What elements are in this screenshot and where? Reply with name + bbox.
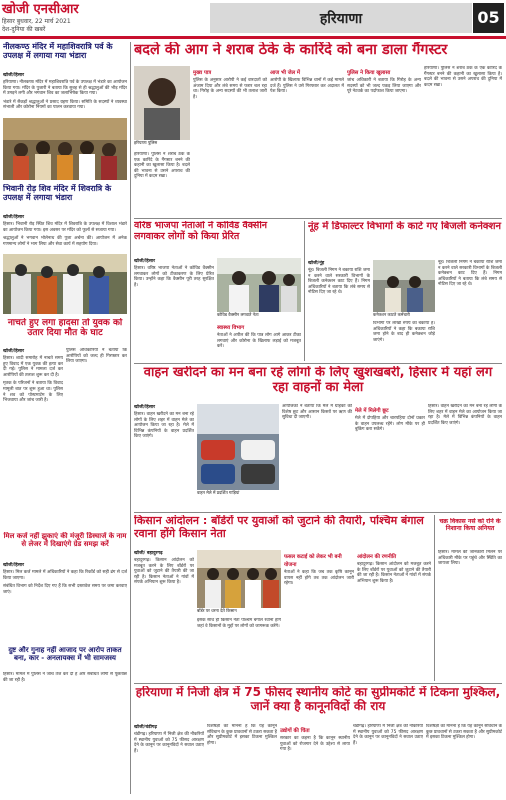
vehicle-col3 xyxy=(282,404,352,508)
power-text1: नूंह। बिजली निगम ने बकाया राशि जमा न करने वाले सरकारी विभागों के बिजली कनेक्शन काट दिए हैं। निगम अधिकारियों ने बताया कि लंबे समय से नोटिस दिए जा रहे थे। xyxy=(308,268,370,296)
vaccine-col1 xyxy=(134,258,214,360)
power-photo-caption: कनेक्शन काटते कर्मचारी xyxy=(373,312,435,320)
vehicle-text1-cont: हिसार। वाहन खरीदने का मन बना रहे लोगों के लिए शहर में वाहन मेले का आयोजन किया जा रहा है। मेले में विभिन्न कंपनियों के वाहन प्रदर्शित किए जाएंगे। xyxy=(428,404,502,426)
lead-text1: हरियाणा। पुलिस ने शराब ठेके के एक कारिंदे के गैंगस्टर बनने की कहानी का खुलासा किया है। बदले की भावना से उसने अपराध की दुनिया में कदम रखा। xyxy=(134,152,190,180)
quota-text2: विशेषज्ञों का मानना है कि यह कानून संविधान के कुछ प्रावधानों से टकरा सकता है और सुप्रीमकोर्ट में इसका टिकना मुश्किल होगा। xyxy=(207,724,277,746)
story4-headline: मिल कर्ज नहीं झुकाएं की मंजूरी डिस्चार्ज के नाम से लेजर में दिखाएंगे ग्रेड समझ करें xyxy=(3,532,127,549)
vehicle-byline: खोजी/हिसार xyxy=(134,405,156,410)
side-text1: हिसार। मामले की जानकारी मिलने पर अधिकारी मौके पर पहुंचे और स्थिति का जायजा लिया। xyxy=(438,550,502,567)
vaccine-text2: नेताओं ने अपील की कि पात्र लोग आगे आकर टीका लगवाएं और कोरोना के खिलाफ लड़ाई को मजबूत करें। xyxy=(217,333,301,350)
vehicle-col1 xyxy=(134,404,194,508)
divider-vehicle xyxy=(134,363,502,364)
story1-body xyxy=(3,72,127,116)
quota-col4 xyxy=(353,724,423,796)
power-photo xyxy=(373,260,435,312)
story4-byline: खोजी/हिसार xyxy=(3,563,25,568)
quota-byline: खोजी/चंडीगढ़ xyxy=(134,725,157,730)
story2-photo-art xyxy=(3,254,127,314)
story5-body xyxy=(3,672,127,794)
power-byline: खोजी/नूंह xyxy=(308,261,325,266)
vehicle-photo-caption: वाहन मेले में प्रदर्शित गाड़ियां xyxy=(197,490,279,498)
quota-text3: सरकार का कहना है कि कानून स्थानीय युवाओं को रोजगार देने के उद्देश्य से लाया गया है। xyxy=(280,736,350,753)
story2-text1: हिसार। भिवानी रोड़ स्थित शिव मंदिर में शिवरात्रि के उपलक्ष में विशाल भंडारे का आयोजन किया गया। इस अवसर पर मंदिर को फूलों से सजाया गया। xyxy=(3,222,127,233)
subline: देश-दुनिया की खबरें xyxy=(2,26,46,33)
column-divider xyxy=(130,42,131,794)
vaccine-text1: हिसार। वरिष्ठ भाजपा नेताओं ने कोविड वैक्सीन लगवाकर लोगों को टीकाकरण के लिए प्रेरित किया। उन्होंने कहा कि वैक्सीन पूरी तरह सुरक्षित है। xyxy=(134,266,214,288)
vaccine-headline: वरिष्ठ भाजपा नेताओं ने कोविड वैक्सीन लगवाकर लोगों को किया प्रेरित xyxy=(134,221,268,242)
lead-photo-art xyxy=(134,66,190,140)
vehicle-headline: वाहन खरीदने का मन बना रहे लोगों के लिए खुशखबरी, हिसार में यहां लग रहा वाहनों का मेला xyxy=(143,366,493,395)
vehicle-text3: मेले में दोपहिया और चारपहिया दोनों प्रकार के वाहन उपलब्ध रहेंगे। लोग मौके पर ही बुकिंग करा सकेंगे। xyxy=(355,416,425,433)
lead-col3 xyxy=(270,66,344,216)
divider-vaccine-power xyxy=(304,221,305,361)
lead-headline: बदले की आग ने शराब ठेके के कारिंदे को बना डाला गैंगस्टर xyxy=(134,42,448,58)
divider-side xyxy=(434,515,435,681)
story2-text2: श्रद्धालुओं ने भगवान भोलेनाथ की पूजा अर्चना की। आयोजन में अनेक गणमान्य लोगों ने भाग लिया और सेवा कार्य में सहयोग दिया। xyxy=(3,236,127,247)
farmer-box-title: फसल कटाई को लेकर भी बनी योजना xyxy=(284,554,342,568)
power-text1-cont: नूंह। बिजली निगम ने बकाया राशि जमा न करने वाले सरकारी विभागों के बिजली कनेक्शन काट दिए हैं। निगम अधिकारियों ने बताया कि लंबे समय से नोटिस दिए जा रहे थे। xyxy=(438,260,502,288)
lead-text2: पुलिस के अनुसार आरोपी ने कई वारदातों को अंजाम दिया और लंबे समय से फरार चल रहा था। गिरोह के अन्य सदस्यों की भी तलाश जारी है। xyxy=(193,78,267,100)
vaccine-photo-caption: कोविड वैक्सीन लगवाते नेता xyxy=(217,312,301,320)
farmer-headline: किसान आंदोलन : बॉर्डरों पर युवाओं को जुटाने की तैयारी, पश्चिम बंगाल रवाना होंगे किसान नेता xyxy=(134,515,424,540)
quota-col3 xyxy=(280,724,350,796)
lead-sub2: आज भी जेल में xyxy=(270,70,301,76)
quota-text1: चंडीगढ़। हरियाणा में निजी क्षेत्र की नौकरियों में स्थानीय युवाओं को 75 फीसद आरक्षण देने के कानून पर कानूनविदों ने सवाल उठाए हैं। xyxy=(134,732,204,754)
story3-headline: नाचते हुए लगा हादसा तो युवक को उतार दिया मौत के घाट xyxy=(7,318,123,339)
story1-photo-art xyxy=(3,118,127,180)
lead-col5 xyxy=(424,66,502,216)
quota-col1 xyxy=(134,724,204,796)
story5-headline: दुष्ट और गुनाह नहीं आजाद पर आरोप ताकत बना, कार - अनलायक्स में भी सामजस्य xyxy=(8,646,122,663)
farmer-photo xyxy=(197,550,281,608)
vaccine-byline: खोजी/हिसार xyxy=(134,259,156,264)
quota-text2-cont: विशेषज्ञों का मानना है कि यह कानून संविधान के कुछ प्रावधानों से टकरा सकता है और सुप्रीमकोर्ट में इसका टिकना मुश्किल होगा। xyxy=(426,724,502,741)
story2-photo xyxy=(3,254,127,314)
farmer-sub: आंदोलन की रणनीति xyxy=(357,554,397,560)
story4-text2: संबंधित विभाग को निर्देश दिए गए हैं कि सभी दस्तावेज समय पर जमा करवाए जाएं। xyxy=(3,584,127,595)
masthead-rule xyxy=(0,36,506,39)
lead-text1-cont: हरियाणा। पुलिस ने शराब ठेके के एक कारिंदे के गैंगस्टर बनने की कहानी का खुलासा किया है। बदले की भावना से उसने अपराध की दुनिया में कदम रखा। xyxy=(424,66,502,88)
quota-sub: उद्योगों की चिंता xyxy=(280,728,310,734)
story2-body xyxy=(3,214,127,252)
lead-photo-caption: हरियाणा पुलिस xyxy=(134,140,190,150)
farmer-text2: इसके साथ ही किसान नेता पश्चिम बंगाल रवाना होंगे जहां वे किसानों के मुद्दों पर लोगों को जागरूक करेंगे। xyxy=(197,618,281,629)
lead-col4 xyxy=(347,66,421,216)
story5-text1: हिसार। मामले में पुलिस ने जांच तेज कर दी है और संबंधित लोगों से पूछताछ की जा रही है। xyxy=(3,672,127,683)
story3-body-col1 xyxy=(3,348,63,528)
power-headline: नूंह में डिफाल्टर विभागों के काटे गए बिजली कनेक्शन xyxy=(308,221,502,232)
story4-body xyxy=(3,562,127,642)
quota-headline: हरियाणा में निजी क्षेत्र में 75 फीसद स्थानीय कोटे का सुप्रीमकोर्ट में टिकना मुश्किल, जानें क्या है कानूनविदों की राय xyxy=(135,686,501,713)
story1-photo xyxy=(3,118,127,180)
farmer-text1: बहादुरगढ़। किसान आंदोलन को मजबूत करने के लिए बॉर्डरों पर युवाओं को जुटाने की तैयारी की जा रही है। किसान नेताओं ने गांवों में संपर्क अभियान शुरू किया है। xyxy=(134,558,194,586)
quota-text1-cont: चंडीगढ़। हरियाणा में निजी क्षेत्र की नौकरियों में स्थानीय युवाओं को 75 फीसद आरक्षण देने के कानून पर कानूनविदों ने सवाल उठाए हैं। xyxy=(353,724,423,746)
divider-farmer xyxy=(134,512,502,513)
story2-byline: खोजी/हिसार xyxy=(3,215,25,220)
divider-lead xyxy=(134,218,502,219)
lead-col2 xyxy=(193,66,267,216)
power-col1 xyxy=(308,260,370,360)
power-photo-art xyxy=(373,260,435,312)
side-body xyxy=(438,550,502,680)
story3-body-col2 xyxy=(66,348,127,528)
story3-byline: खोजी/हिसार xyxy=(3,349,25,354)
lead-text3: आरोपी के खिलाफ विभिन्न थानों में कई मामले दर्ज हैं। पुलिस ने उसे गिरफ्तार कर अदालत में पेश किया। xyxy=(270,78,344,95)
vehicle-photo xyxy=(197,404,279,490)
vehicle-photo-art xyxy=(197,404,279,490)
vehicle-col5 xyxy=(428,404,502,508)
farmer-col4 xyxy=(357,550,431,680)
story3-text2: मृतक के परिजनों ने बताया कि विवाद मामूली बात पर शुरू हुआ था। पुलिस ने शव को पोस्टमार्टम के लिए भिजवाया और जांच जारी है। xyxy=(3,381,63,404)
vehicle-col4 xyxy=(355,404,425,508)
vehicle-sub: मेले में मिलेगी छूट xyxy=(355,408,389,414)
farmer-col3 xyxy=(284,550,354,680)
lead-text4: जांच अधिकारी ने बताया कि गिरोह के अन्य सदस्यों को भी जल्द पकड़ लिया जाएगा और पूरे नेटवर्क का पर्दाफाश किया जाएगा। xyxy=(347,78,421,95)
lead-sub3: पुलिस ने किया खुलासा xyxy=(347,70,391,76)
story1-text2: भंडारे में सैकड़ों श्रद्धालुओं ने प्रसाद ग्रहण किया। समिति के सदस्यों ने व्यवस्था संभाली और कोरोना नियमों का पालन करवाया गया। xyxy=(3,99,127,111)
vaccine-col2 xyxy=(217,321,301,361)
quota-col5 xyxy=(426,724,502,796)
farmer-byline: खोजी/ बहादुरगढ़ xyxy=(134,551,163,556)
story1-headline: नीलकण्ठ मंदिर में महाशिवरात्रि पर्व के उपलक्ष में लगाया गया भंडारा xyxy=(3,42,113,61)
power-col3 xyxy=(438,260,502,360)
lead-photo xyxy=(134,66,190,140)
farmer-col1 xyxy=(134,550,194,680)
section-band xyxy=(210,3,472,33)
page-number: 05 xyxy=(473,3,504,33)
vehicle-text2: आयोजकों ने बताया कि मेले में ग्राहकों को विशेष छूट और आसान किस्तों पर ऋण की सुविधा दी जाएगी। xyxy=(282,404,352,421)
lead-sub1: मुख्य पात्र xyxy=(193,70,212,76)
farmer-text1-cont: बहादुरगढ़। किसान आंदोलन को मजबूत करने के लिए बॉर्डरों पर युवाओं को जुटाने की तैयारी की जा रही है। किसान नेताओं ने गांवों में संपर्क अभियान शुरू किया है। xyxy=(357,562,431,584)
vaccine-photo-art xyxy=(217,258,301,312)
masthead-brand-block xyxy=(2,2,208,38)
story3-text3: पुलिस अधिकारियों ने बताया कि आरोपियों को जल्द ही गिरफ्तार कर लिया जाएगा। xyxy=(66,348,127,365)
farmer-photo-art xyxy=(197,550,281,608)
farmer-text3: नेताओं ने कहा कि जब तक कृषि कानून वापस नहीं होंगे तब तक आंदोलन जारी रहेगा। xyxy=(284,570,354,587)
dateline: हिसार बुधवार, 22 मार्च 2021 xyxy=(2,18,71,25)
power-text2: विभागों पर लाखों रुपये का बकाया है। अधिकारियों ने कहा कि बकाया राशि जमा होने के बाद ही कनेक्शन जोड़े जाएंगे। xyxy=(373,321,435,343)
section-title: हरियाणा xyxy=(319,11,363,27)
story3-text1: हिसार। शादी समारोह में नाचते समय हुए विवाद में एक युवक की हत्या कर दी गई। पुलिस ने मामला दर्ज कर आरोपियों की तलाश शुरू कर दी है। xyxy=(3,356,63,378)
brand-name: खोजी एनसीआर xyxy=(2,2,79,17)
farmer-col2b xyxy=(197,618,281,680)
story1-byline: खोजी/हिसार xyxy=(3,73,25,78)
story1-text1: हरियाणा। नीलकण्ठ मंदिर में महाशिवरात्रि पर्व के उपलक्ष में भंडारे का आयोजन किया गया। मंदिर के पुजारी ने बताया कि सुबह से ही श्रद्धालुओं की भीड़ मंदिर में उमड़ने लगी और भगवान शिव का जलाभिषेक किया गया। xyxy=(3,80,127,97)
power-col2 xyxy=(373,321,435,361)
vehicle-text1: हिसार। वाहन खरीदने का मन बना रहे लोगों के लिए शहर में वाहन मेले का आयोजन किया जा रहा है। मेले में विभिन्न कंपनियों के वाहन प्रदर्शित किए जाएंगे। xyxy=(134,412,194,440)
story2-headline: भिवानी रोड़ शिव मंदिर में शिवरात्रि के उपलक्ष में लगाया भंडारा xyxy=(3,184,112,203)
masthead xyxy=(0,0,506,40)
divider-quota xyxy=(134,683,502,684)
story4-text1: हिसार। मिल कर्ज मामले में अधिकारियों ने कहा कि रिकॉर्ड को सही ढंग से दर्ज किया जाएगा। xyxy=(3,570,127,581)
side-title: चक्र विकास नर्स को रोने के निशाना किया अनियत xyxy=(439,518,501,533)
quota-col2 xyxy=(207,724,277,796)
vaccine-photo xyxy=(217,258,301,312)
farmer-photo-caption: बॉर्डर पर धरना देते किसान xyxy=(197,608,281,616)
vaccine-sub: स्वास्थ्य विभाग xyxy=(217,325,245,331)
lead-col1b xyxy=(134,152,190,216)
